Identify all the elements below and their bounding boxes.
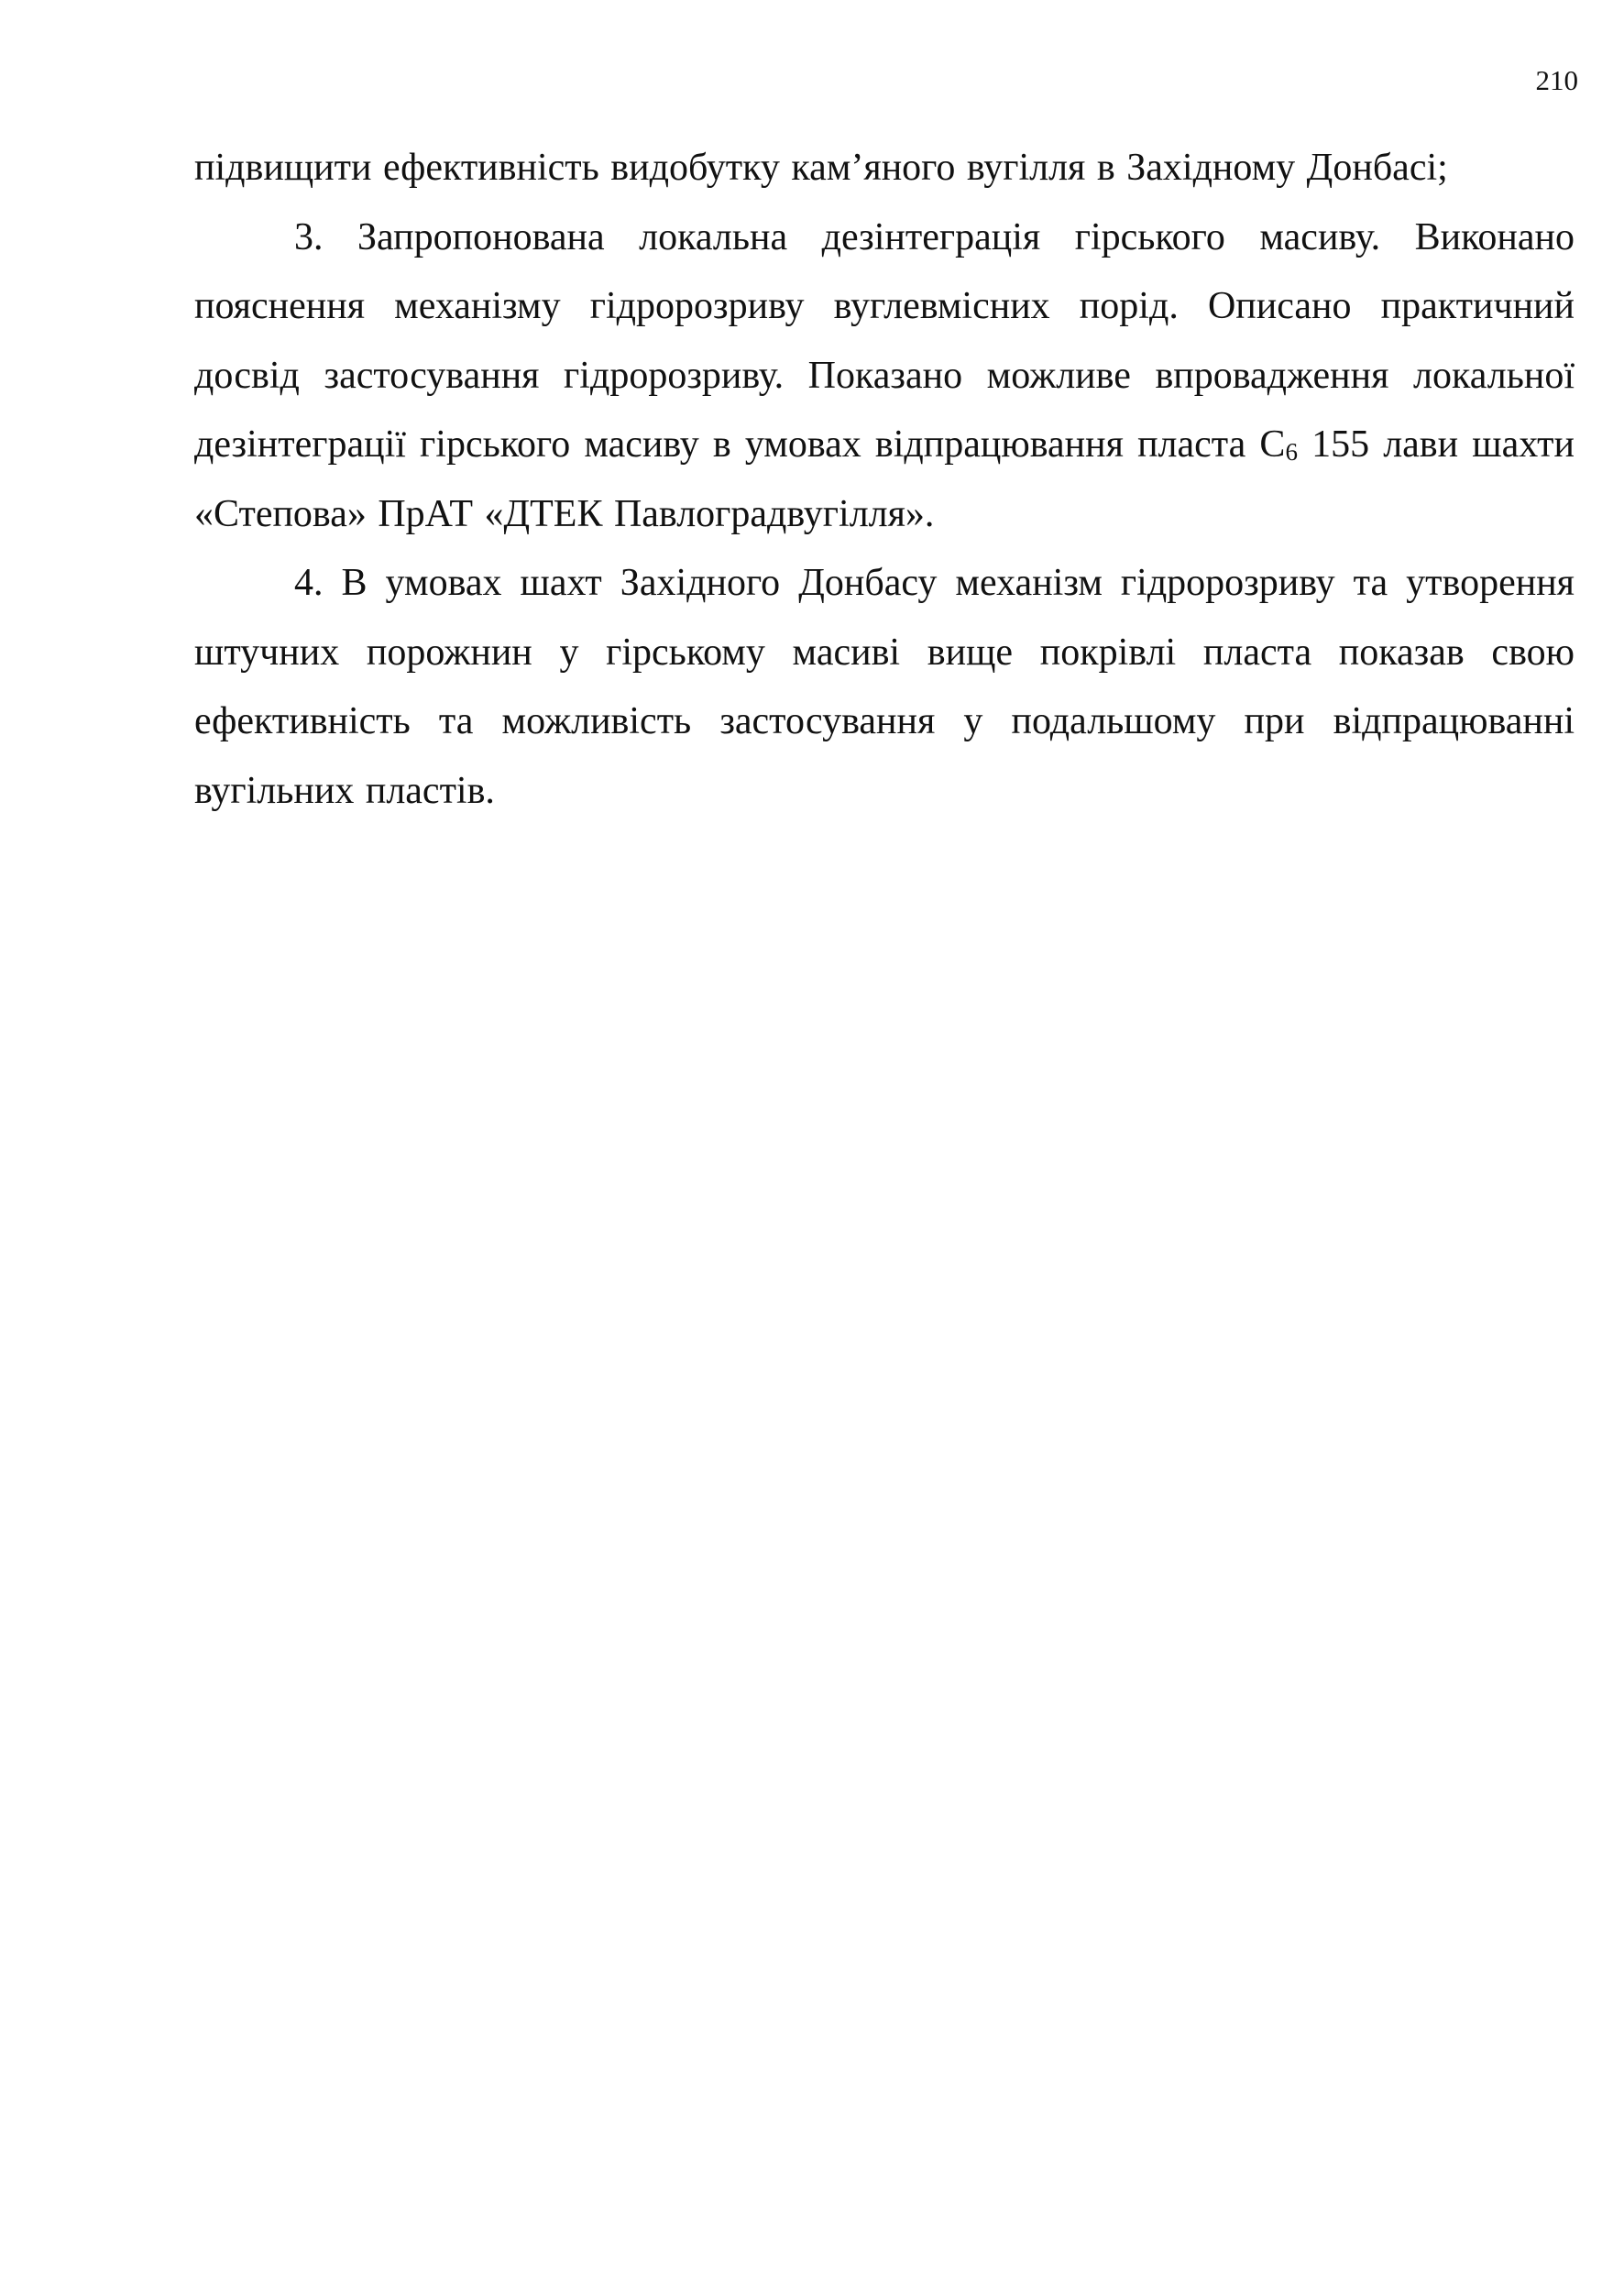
document-body: [194, 134, 1575, 826]
paragraph-item-3: [194, 203, 1575, 550]
page-number: 210: [1535, 64, 1578, 96]
paragraph-item-4: 4. В умовах шахт Західного Донбасу механізм гідророзриву та утворення штучних порожнин у гірському масиві вище покрівлі пласта показав свою ефективність та можливість застосування у подальшому при відпрацюванні вугільних пластів.: [194, 562, 1575, 812]
paragraph-item-3-text-end: 155 лави шахти «Степова» ПрАТ «ДТЕК Павлоградвугілля».: [194, 423, 1575, 535]
paragraph-continuation: підвищити ефективність видобутку кам’яного вугілля в Західному Донбасі;: [194, 147, 1448, 189]
seam-index-subscript: 6: [1285, 438, 1298, 466]
paragraph-item-3-text: 3. Запропонована локальна дезінтеграція гірського масиву. Виконано пояснення механізму гідророзриву вуглевмісних порід. Описано практичний досвід застосування гідророзриву. Показано можливе впровадження локальної дезінтеграції гірського масиву в умовах відпрацювання пласта С: [194, 215, 1575, 466]
